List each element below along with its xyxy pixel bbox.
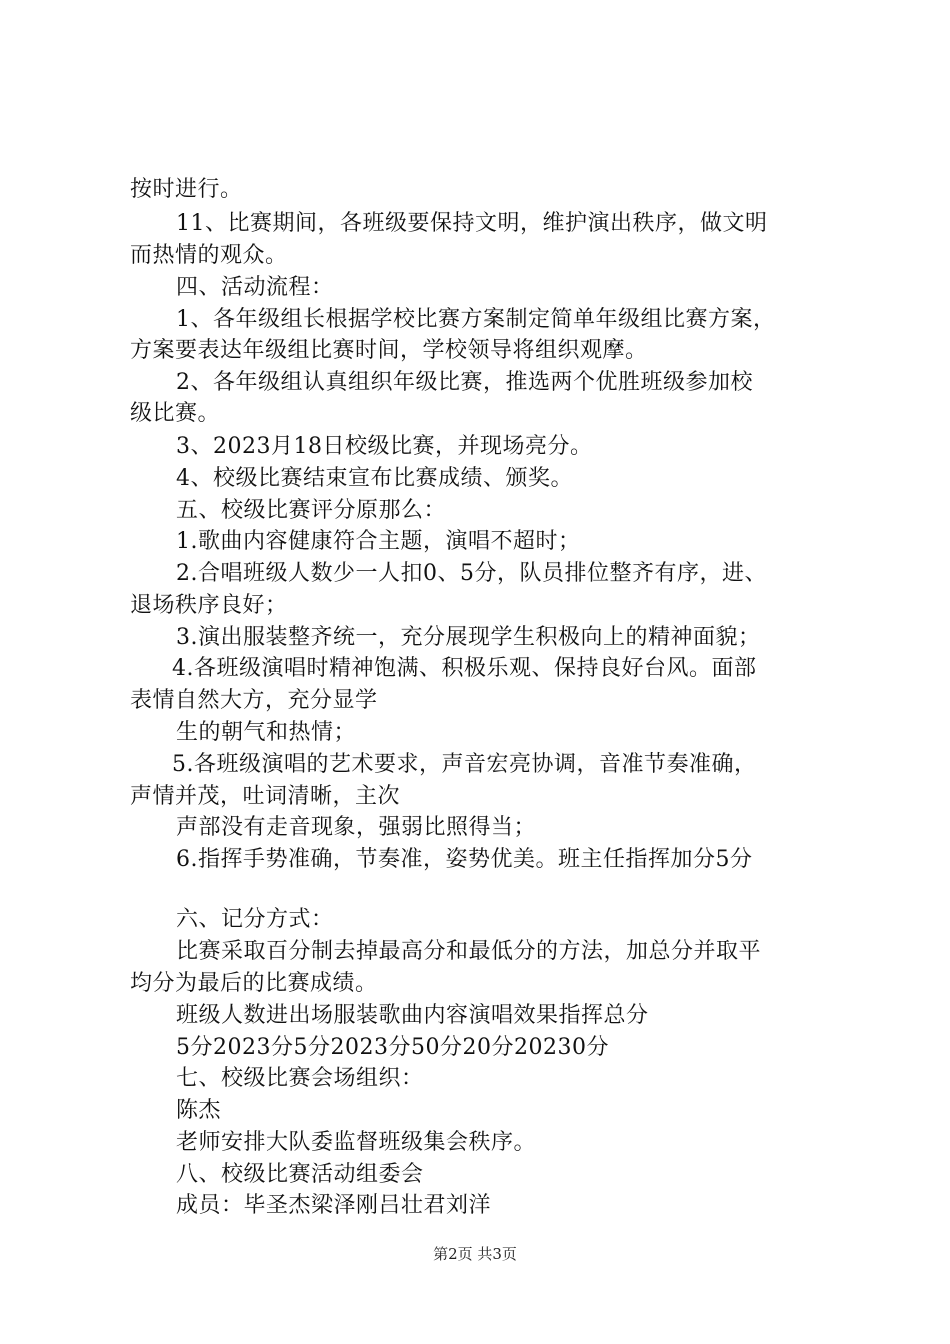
section-heading: 六、记分方式： [176, 907, 334, 932]
text-line: 2、各年级组认真组织年级比赛，推选两个优胜班级参加校 [176, 370, 753, 395]
section-heading: 四、活动流程： [176, 275, 334, 300]
text-line: 方案要表达年级组比赛时间，学校领导将组织观摩。 [130, 338, 648, 363]
text-line: 11、比赛期间，各班级要保持文明，维护演出秩序，做文明 [176, 211, 768, 236]
section-heading: 七、校级比赛会场组织： [176, 1066, 424, 1091]
text-line: 按时进行。 [130, 177, 243, 202]
text-line: 5分2023分5分2023分50分20分20230分 [176, 1035, 609, 1060]
text-line: 班级人数进出场服装歌曲内容演唱效果指挥总分 [176, 1003, 649, 1028]
text-line: 均分为最后的比赛成绩。 [130, 971, 378, 996]
text-line: 成员：毕圣杰梁泽刚吕壮君刘洋 [176, 1193, 492, 1218]
text-line: 退场秩序良好； [130, 593, 288, 618]
text-line: 5.各班级演唱的艺术要求，声音宏亮协调，音准节奏准确， [172, 752, 757, 777]
page-footer: 第2页 共3页 [433, 1245, 517, 1263]
text-line: 4、校级比赛结束宣布比赛成绩、颁奖。 [176, 466, 573, 491]
text-line: 3、2023月18日校级比赛，并现场亮分。 [176, 434, 593, 459]
text-line: 陈杰 [176, 1098, 222, 1123]
text-line: 声部没有走音现象，强弱比照得当； [176, 815, 537, 840]
text-line: 比赛采取百分制去掉最高分和最低分的方法，加总分并取平 [176, 939, 762, 964]
text-line: 6.指挥手势准确，节奏准，姿势优美。班主任指挥加分5分 [176, 847, 753, 872]
section-heading: 八、校级比赛活动组委会 [176, 1162, 424, 1187]
text-line: 表情自然大方，充分显学 [130, 688, 378, 713]
text-line: 1、各年级组长根据学校比赛方案制定简单年级组比赛方案， [176, 307, 776, 332]
text-line: 生的朝气和热情； [176, 720, 357, 745]
text-line: 2.合唱班级人数少一人扣0、5分，队员排位整齐有序，进、 [176, 561, 767, 586]
text-line: 4.各班级演唱时精神饱满、积极乐观、保持良好台风。面部 [172, 656, 757, 681]
text-line: 老师安排大队委监督班级集会秩序。 [176, 1130, 537, 1155]
text-line: 3.演出服装整齐统一，充分展现学生积极向上的精神面貌； [176, 625, 761, 650]
text-line: 而热情的观众。 [130, 243, 288, 268]
section-heading: 五、校级比赛评分原那么： [176, 498, 447, 523]
text-line: 1.歌曲内容健康符合主题，演唱不超时； [176, 529, 581, 554]
text-line: 级比赛。 [130, 401, 221, 426]
text-line: 声情并茂，吐词清晰，主次 [130, 784, 401, 809]
